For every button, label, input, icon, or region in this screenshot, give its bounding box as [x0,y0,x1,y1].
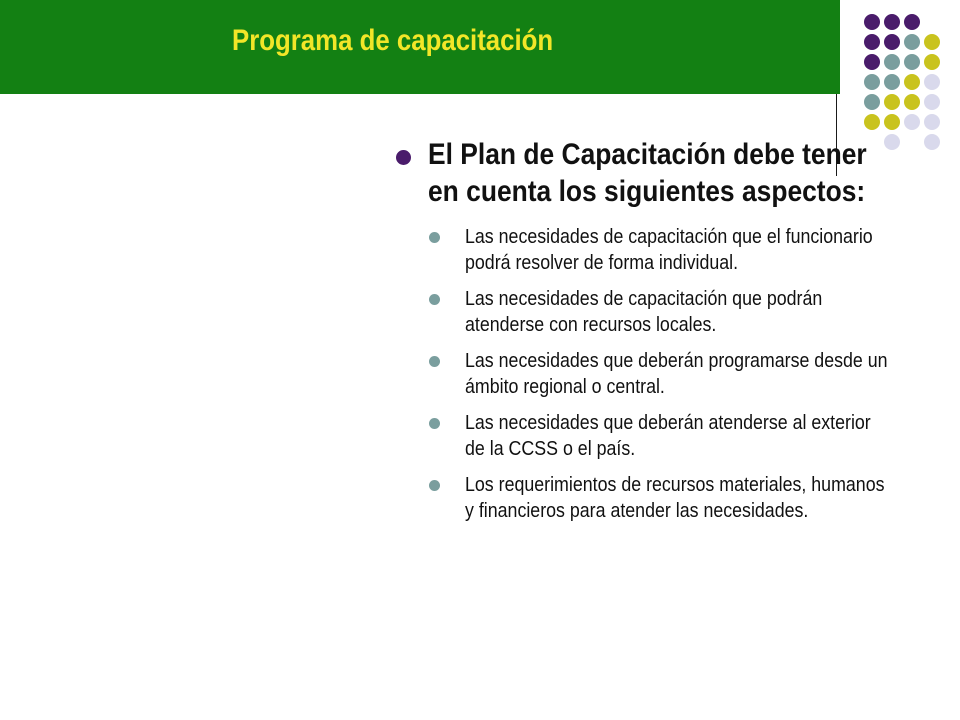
decorative-dot [884,74,900,90]
sub-bullet-text: Las necesidades de capacitación que podrán atenderse con recursos locales. [465,288,823,336]
decorative-dot [864,94,880,110]
decorative-dot [904,34,920,50]
decorative-dot [924,114,940,130]
sub-bullet-text: Las necesidades de capacitación que el funcionario podrá resolver de forma individual. [465,226,873,274]
decorative-dot [924,74,940,90]
decorative-dot-grid [850,14,960,154]
sub-bullet-item [428,224,912,276]
sub-bullet-item [428,286,912,338]
decorative-dot [884,54,900,70]
main-bullet-text: El Plan de Capacitación debe tener en cuenta los siguientes aspectos: [428,138,867,208]
sub-bullet-text: Las necesidades que deberán programarse desde un ámbito regional o central. [465,350,888,398]
sub-bullet-item [428,348,912,400]
sub-bullet-icon [429,356,440,367]
decorative-dot [884,94,900,110]
decorative-dot [864,114,880,130]
decorative-dot [904,14,920,30]
decorative-dot [904,74,920,90]
decorative-dot [864,34,880,50]
sub-bullet-text: Los requerimientos de recursos materiales, humanos y financieros para atender las necesidades. [465,474,885,522]
sub-bullet-icon [429,418,440,429]
sub-bullet-list [392,224,912,524]
decorative-dot [864,54,880,70]
decorative-dot [904,54,920,70]
decorative-dot [864,14,880,30]
decorative-dot [884,114,900,130]
decorative-dot [904,114,920,130]
slide-content [392,136,912,534]
sub-bullet-item [428,410,912,462]
decorative-dot [924,134,940,150]
main-bullet-item [392,136,912,210]
main-bullet-icon [396,150,411,165]
sub-bullet-icon [429,294,440,305]
decorative-dot [904,94,920,110]
decorative-dot [924,34,940,50]
sub-bullet-item [428,472,912,524]
slide-title: Programa de capacitación [232,24,554,57]
sub-bullet-icon [429,480,440,491]
decorative-dot [924,54,940,70]
sub-bullet-text: Las necesidades que deberán atenderse al exterior de la CCSS o el país. [465,412,871,460]
decorative-dot [864,74,880,90]
decorative-dot [924,94,940,110]
sub-bullet-icon [429,232,440,243]
decorative-dot [884,34,900,50]
decorative-dot [884,14,900,30]
